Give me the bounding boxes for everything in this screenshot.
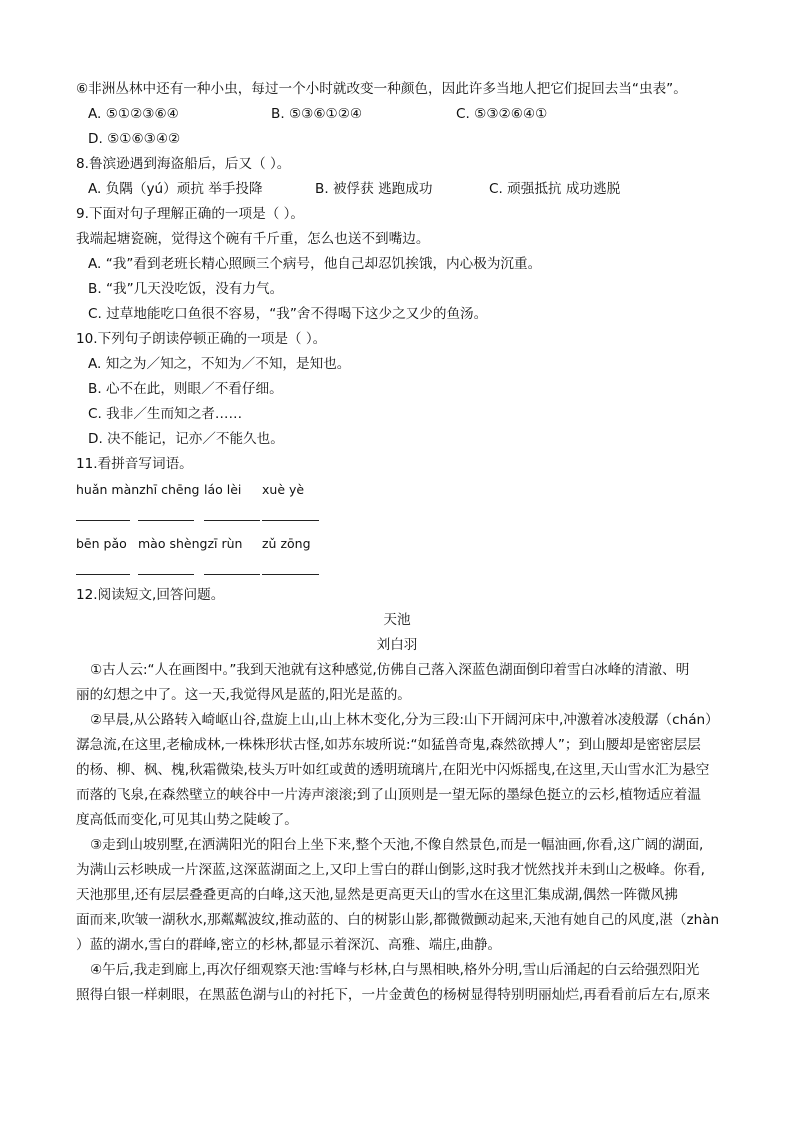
- paragraph-3: ③走到山坡别墅,在洒满阳光的阳台上坐下来,整个天池,不像自然景色,而是一幅油画,你看,这广阔的湖面,: [90, 837, 704, 853]
- q9-option-b: B. “我”几天没吃饭，没有力气。: [88, 281, 284, 297]
- answer-blank[interactable]: [138, 520, 194, 521]
- q10-option-b: B. 心不在此，则眼／不看仔细。: [88, 381, 283, 397]
- answer-blank[interactable]: [76, 574, 130, 575]
- paragraph-2: 度高低而变化,可见其山势之陡峻了。: [76, 812, 298, 828]
- question-11: 11.看拼音写词语。: [76, 456, 193, 472]
- answer-blank[interactable]: [138, 574, 194, 575]
- answer-blank[interactable]: [204, 574, 260, 575]
- paragraph-3: 天池那里,还有层层叠叠更高的白峰,这天池,显然是更高更天山的雪水在这里汇集成湖,偶然一阵微风拂: [76, 887, 678, 903]
- paragraph-2: 潺急流,在这里,老榆成林,一株株形状古怪,如苏东坡所说:“如猛兽奇鬼,森然欲搏人”；到山腰却是密密层层: [76, 737, 701, 753]
- paragraph-1: 丽的幻想之中了。这一天,我觉得风是蓝的,阳光是蓝的。: [76, 687, 411, 703]
- question-8: 8.鲁滨逊遇到海盗船后，后又（ ）。: [76, 156, 291, 172]
- pinyin-6: zǔ zōng: [262, 536, 311, 551]
- paragraph-2: 的杨、柳、枫、槐,秋霜微染,枝头万叶如红或黄的透明琉璃片,在阳光中闪烁摇曳,在这里,天山雪水汇为悬空: [76, 762, 710, 778]
- question-item-6: ⑥非洲丛林中还有一种小虫，每过一个小时就改变一种颜色，因此许多当地人把它们捉回去当“虫表”。: [76, 81, 687, 97]
- paragraph-2: 而落的飞泉,在森然壁立的峡谷中一片涛声滚滚;到了山顶则是一望无际的墨绿色挺立的云杉,植物适应着温: [76, 787, 701, 803]
- paragraph-3: ）蓝的湖水,雪白的群峰,密立的杉林,都显示着深沉、高雅、端庄,曲静。: [76, 937, 502, 953]
- q8-option-a: A. 负隅（yú）顽抗 举手投降: [88, 181, 263, 197]
- pinyin-4: bēn pǎo: [76, 536, 127, 551]
- paragraph-3: 面而来,吹皱一湖秋水,那粼粼波纹,推动蓝的、白的树影山影,都微微颤动起来,天池有她自己的风度,湛（zhàn: [76, 912, 720, 928]
- q9-sentence: 我端起塘瓷碗，觉得这个碗有千斤重，怎么也送不到嘴边。: [76, 231, 430, 247]
- q10-option-d: D. 决不能记，记亦／不能久也。: [88, 431, 284, 447]
- pinyin-5: mào shèngzī rùn: [138, 536, 243, 551]
- q10-option-c: C. 我非／生而知之者……: [88, 406, 243, 422]
- pinyin-2: láo lèi: [204, 482, 242, 497]
- question-9: 9.下面对句子理解正确的一项是（ ）。: [76, 206, 304, 222]
- q10-option-a: A. 知之为／知之，不知为／不知，是知也。: [88, 356, 351, 372]
- q7-option-c: C. ⑤③②⑥④①: [456, 106, 548, 122]
- pinyin-1: huǎn mànzhī chēng: [76, 482, 200, 497]
- pinyin-3: xuè yè: [262, 482, 305, 497]
- paragraph-1: ①古人云:“人在画图中。”我到天池就有这种感觉,仿佛自己落入深蓝色湖面倒印着雪白冰峰的清澈、明: [90, 662, 690, 678]
- passage-author: 刘白羽: [376, 637, 418, 653]
- paragraph-3: 为满山云杉映成一片深蓝,这深蓝湖面之上,又印上雪白的群山倒影,这时我才恍然找并未到山之极峰。你看,: [76, 862, 705, 878]
- q7-option-b: B. ⑤③⑥①②④: [271, 106, 363, 122]
- q7-option-a: A. ⑤①②③⑥④: [88, 106, 179, 122]
- question-10: 10.下列句子朗读停顿正确的一项是（ ）。: [76, 331, 327, 347]
- q9-option-a: A. “我”看到老班长精心照顾三个病号，他自己却忍饥挨饿，内心极为沉重。: [88, 256, 542, 272]
- q8-option-b: B. 被俘获 逃跑成功: [315, 181, 433, 197]
- paragraph-4: 照得白银一样刺眼，在黑蓝色湖与山的衬托下，一片金黄色的杨树显得特别明丽灿烂,再看看前后左右,原来: [76, 987, 710, 1003]
- paragraph-4: ④午后,我走到廊上,再次仔细观察天池:雪峰与杉林,白与黑相映,格外分明,雪山后涌起的白云给强烈阳光: [90, 962, 700, 978]
- answer-blank[interactable]: [262, 520, 319, 521]
- answer-blank[interactable]: [204, 520, 260, 521]
- q7-option-d: D. ⑤①⑥③④②: [88, 131, 181, 147]
- paragraph-2: ②早晨,从公路转入崎岖山谷,盘旋上山,山上林木变化,分为三段:山下开阔河床中,冲激着冰凌般潺（chán）: [90, 712, 719, 728]
- passage-title: 天池: [383, 612, 411, 628]
- q8-option-c: C. 顽强抵抗 成功逃脱: [489, 181, 621, 197]
- q9-option-c: C. 过草地能吃口鱼很不容易，“我”舍不得喝下这少之又少的鱼汤。: [88, 306, 488, 322]
- question-12: 12.阅读短文,回答问题。: [76, 587, 225, 603]
- answer-blank[interactable]: [262, 574, 319, 575]
- answer-blank[interactable]: [76, 520, 130, 521]
